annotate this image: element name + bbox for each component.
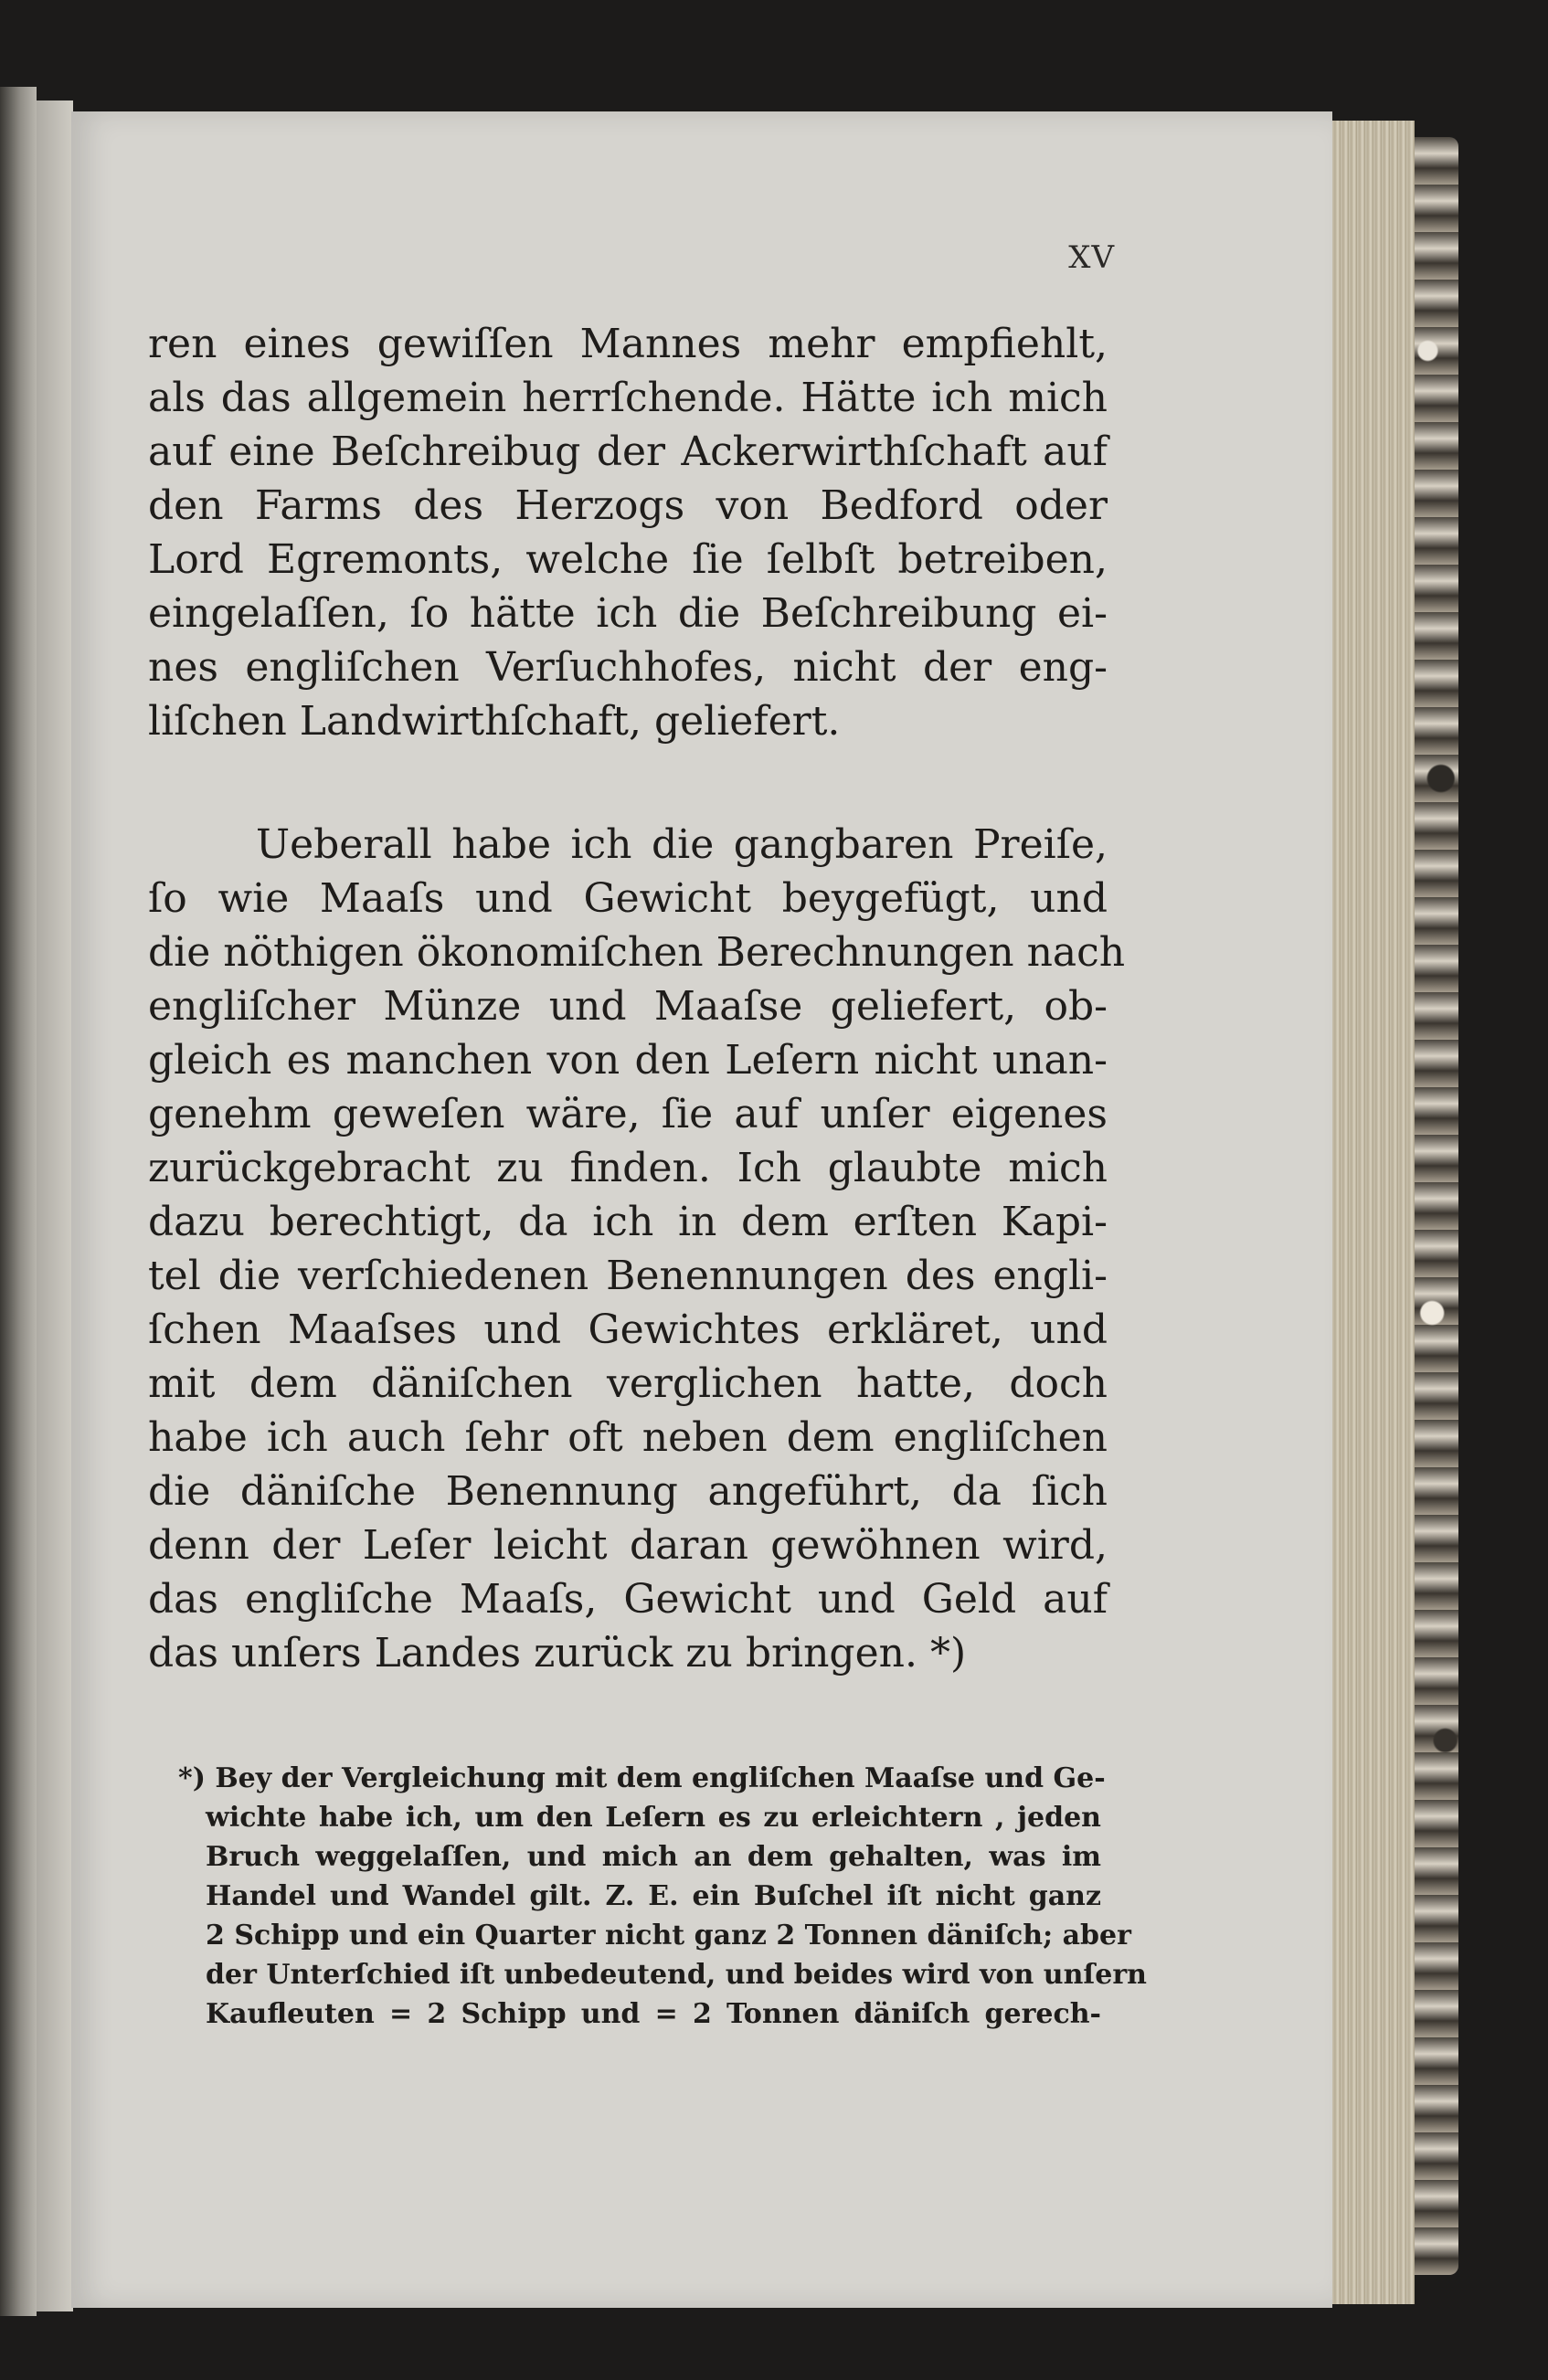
text-line: engliſcher Münze und Maaſse geliefert, ob- bbox=[148, 983, 1108, 1030]
text-line: Ueberall habe ich die gangbaren Preiſe, bbox=[256, 821, 1108, 868]
text-line: ſchen Maaſses und Gewichtes erkläret, und bbox=[148, 1306, 1108, 1353]
marbled-cover-edge bbox=[1415, 137, 1458, 2275]
footnote-line: Kaufleuten = 2 Schipp und = 2 Tonnen däniſch gerech- bbox=[206, 1998, 1101, 2030]
text-line: eingelaſſen, ſo hätte ich die Beſchreibung ei- bbox=[148, 590, 1108, 637]
text-line: ſo wie Maaſs und Gewicht beygefügt, und bbox=[148, 875, 1108, 922]
footnote-line: Handel und Wandel gilt. Z. E. ein Buſchel iſt nicht ganz bbox=[206, 1880, 1101, 1912]
text-line: nes engliſchen Verſuchhofes, nicht der eng- bbox=[148, 644, 1108, 691]
footnote-line: *) Bey der Vergleichung mit dem engliſchen Maaſse und Ge- bbox=[178, 1762, 1106, 1794]
text-line: die nöthigen ökonomiſchen Berechnungen nach bbox=[148, 929, 1126, 976]
footnote-line: 2 Schipp und ein Quarter nicht ganz 2 Tonnen däniſch; aber bbox=[206, 1920, 1131, 1952]
page-number: XV bbox=[1068, 239, 1115, 276]
footnote-line: der Unterſchied iſt unbedeutend, und beides wird von unſern bbox=[206, 1959, 1147, 1991]
text-line: auf eine Beſchreibug der Ackerwirthſchaft auf bbox=[148, 428, 1108, 475]
text-line: das engliſche Maaſs, Gewicht und Geld auf bbox=[148, 1576, 1108, 1623]
text-line: dazu berechtigt, da ich in dem erſten Kapi- bbox=[148, 1199, 1108, 1245]
text-line: gleich es manchen von den Leſern nicht unan- bbox=[148, 1037, 1108, 1084]
left-page-edge bbox=[0, 87, 37, 2316]
book-gutter bbox=[37, 100, 73, 2311]
text-line: ren eines gewiſſen Mannes mehr empfiehlt, bbox=[148, 321, 1108, 367]
text-line: habe ich auch ſehr oft neben dem engliſchen bbox=[148, 1414, 1108, 1461]
footnote-line: wichte habe ich, um den Leſern es zu erleichtern , jeden bbox=[206, 1802, 1101, 1834]
footnote-line: Bruch weggelaſſen, und mich an dem gehalten, was im bbox=[206, 1841, 1101, 1873]
text-line: als das allgemein herrſchende. Hätte ich mich bbox=[148, 375, 1108, 421]
text-line: zurückgebracht zu finden. Ich glaubte mich bbox=[148, 1145, 1108, 1191]
text-line: die däniſche Benennung angeführt, da ſich bbox=[148, 1468, 1108, 1515]
text-line: Lord Egremonts, welche ſie ſelbſt betreiben, bbox=[148, 536, 1108, 583]
text-line: das unſers Landes zurück zu bringen. *) bbox=[148, 1630, 967, 1677]
text-line: mit dem däniſchen verglichen hatte, doch bbox=[148, 1360, 1108, 1407]
text-line: liſchen Landwirthſchaft, geliefert. bbox=[148, 698, 841, 745]
text-line: denn der Leſer leicht daran gewöhnen wird, bbox=[148, 1522, 1108, 1569]
text-line: tel die verſchiedenen Benennungen des engli- bbox=[148, 1253, 1108, 1299]
text-line: genehm geweſen wäre, ſie auf unſer eigenes bbox=[148, 1091, 1108, 1137]
page-block-edge bbox=[1332, 121, 1415, 2304]
text-line: den Farms des Herzogs von Bedford oder bbox=[148, 482, 1108, 529]
